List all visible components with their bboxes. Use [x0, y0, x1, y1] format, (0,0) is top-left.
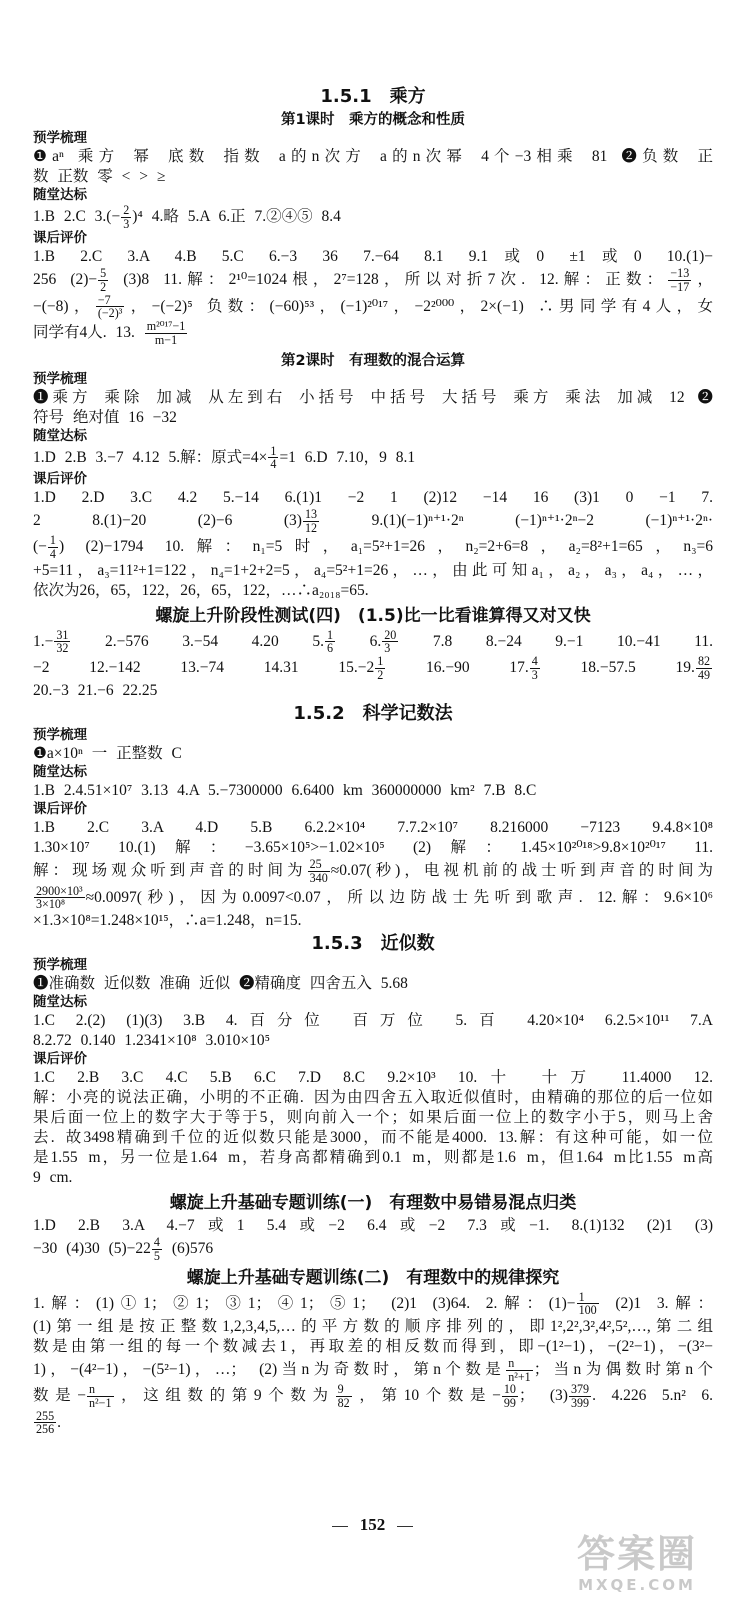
answer-paragraph: [33, 1216, 713, 1262]
answer-line: [33, 1216, 713, 1236]
practice-heading: [33, 1190, 713, 1216]
text-run: 1.B 2.C 3.(−: [33, 207, 121, 225]
fraction: [308, 858, 330, 884]
section-title: [33, 931, 713, 957]
fraction: [375, 655, 385, 681]
answer-paragraph: [33, 1291, 713, 1437]
text-run: ，−(−2)⁵ 负数：(−60)⁵³，(−1)²⁰¹⁷，−2²⁰⁰⁰，2×(−1) ∴男同学有4人，女: [125, 297, 713, 315]
fraction-denominator: 100: [578, 1303, 597, 1318]
text-run: ；当n为偶数时第n个: [533, 1360, 713, 1378]
answer-line: [33, 1337, 713, 1357]
fraction-denominator: 2: [377, 667, 384, 682]
fraction-numerator: 1: [49, 533, 56, 548]
fraction: [48, 534, 58, 560]
answer-line: [33, 629, 713, 655]
text-run: 256 (2)−: [33, 271, 98, 289]
answer-line: [33, 247, 713, 267]
fraction-denominator: m−1: [154, 332, 178, 347]
text-run: ，第10个数是−: [352, 1387, 501, 1404]
text-run: ； (3): [518, 1387, 568, 1404]
text-run: 1)，−(4²−1)，−(5²−1)，…； (2)当n为奇数时，第n个数是: [33, 1360, 506, 1378]
section-title: [33, 701, 713, 727]
fraction-denominator: 12: [304, 520, 318, 535]
section-label: [33, 130, 713, 147]
fraction-denominator: 6: [327, 641, 334, 656]
text-run: 9.(1)(−1)ⁿ⁺¹·2ⁿ (−1)ⁿ⁺¹·2ⁿ−2 (−1)ⁿ⁺¹·2ⁿ·: [320, 511, 713, 529]
heading-line: [33, 471, 713, 488]
text-run: (6)576: [162, 1239, 214, 1257]
text-run: ❶a×10ⁿ 一 正整数 C: [33, 745, 182, 763]
fraction: [382, 629, 398, 655]
fraction-denominator: 3×10⁸: [36, 897, 66, 912]
answer-line: [33, 167, 713, 187]
answer-key-page: [33, 84, 713, 1436]
answer-line: [33, 581, 713, 601]
fraction-numerator: 31: [56, 627, 69, 642]
text-run: .: [57, 1413, 61, 1431]
answer-paragraph: [33, 818, 713, 931]
fraction-numerator: 20: [384, 627, 397, 642]
fraction-denominator: 2: [100, 280, 107, 295]
text-run: 数是−: [33, 1387, 86, 1404]
text-run: ，这组数的第9个数为: [114, 1387, 335, 1404]
heading-line: [33, 110, 713, 130]
fraction-denominator: 3: [123, 216, 130, 231]
answer-line: [33, 294, 713, 320]
text-run: 预学梳理: [33, 370, 87, 387]
answer-line: [33, 561, 713, 581]
text-run: 去. 故3498精确到千位的近似数只能是3000，而不能是4000. 13.解：有这种可能，如一位: [33, 1129, 713, 1147]
text-run: 课后评价: [33, 801, 87, 818]
heading-line: [33, 84, 713, 110]
answer-paragraph: [33, 488, 713, 601]
answer-line: [33, 388, 713, 408]
fraction: [98, 267, 108, 293]
fraction-denominator: −17: [670, 280, 690, 295]
fraction-numerator: 1: [327, 627, 334, 642]
answer-line: [33, 911, 713, 931]
text-run: 1.解：(1)①1；②1；③1；④1；⑤1； (2)1 (3)64. 2.解：(1)−: [33, 1294, 576, 1312]
answer-paragraph: [33, 781, 713, 801]
text-run: ≈0.0097(秒)，因为0.0097<0.07，所以边防战士先听到歌声. 12.解：9.6×10⁶: [85, 888, 713, 906]
text-run: 数 正数 零 < > ≥: [33, 168, 166, 185]
answer-line: [33, 320, 713, 346]
text-run: 同学有4人. 13.: [33, 323, 144, 341]
text-run: ×1.3×10⁸=1.248×10¹⁵，∴a=1.248，n=15.: [33, 912, 302, 930]
section-label: [33, 764, 713, 781]
fraction-numerator: 5: [100, 266, 107, 281]
fraction: [145, 320, 188, 346]
text-run: 1.B 2.C 3.A 4.B 5.C 6.−3 36 7.−64 8.1 9.1或0 ±1或0 10.(1)−: [33, 248, 713, 266]
answer-line: [33, 744, 713, 764]
fraction-denominator: 256: [36, 1422, 55, 1437]
text-run: 果后面一位上的数字大于等于5，则向前入一个；如果后面一位上的数字小于5，则马上舍: [33, 1109, 713, 1127]
text-run: 20.−3 21.−6 22.25: [33, 682, 158, 700]
text-run: 2.−576 3.−54 4.20 5.: [71, 632, 324, 650]
answer-line: [33, 1031, 713, 1051]
page-number: 152: [359, 1515, 386, 1534]
heading-line: [33, 428, 713, 445]
lesson-subtitle: [33, 110, 713, 130]
text-run: 是1.55 m，另一位是1.64 m，若身高都精确到0.1 m，则都是1.6 m，但1.64 m比1.55 m高: [33, 1149, 713, 1167]
fraction: [121, 204, 131, 230]
fraction-numerator: −7: [96, 294, 125, 308]
answer-line: [33, 1108, 713, 1128]
text-run: 螺旋上升阶段性测试(四) (1.5)比一比看谁算得又对又快: [155, 605, 591, 626]
text-run: 1.B 2.C 3.A 4.D 5.B 6.2.2×10⁴ 7.7.2×10⁷ 8.216000 −7123 9.4.8×10⁸: [33, 819, 713, 837]
text-run: 9 cm.: [33, 1169, 73, 1187]
fraction: [502, 1383, 518, 1409]
fraction-numerator: 9: [336, 1383, 352, 1397]
heading-line: [33, 957, 713, 974]
fraction-denominator: 82: [337, 1395, 350, 1410]
text-run: 课后评价: [33, 470, 87, 487]
text-run: ❶准确数 近似数 准确 近似 ❷精确度 四舍五入 5.68: [33, 975, 408, 993]
fraction-numerator: 2: [123, 203, 130, 217]
section-label: [33, 957, 713, 974]
text-run: (3)8 11.解：2¹⁰=1024根，2⁷=128，所以对折7次. 12.解：正数：: [109, 271, 668, 289]
text-run: 解：小亮的说法正确，小明的不正确. 因为由四舍五入取近似值时，由精确的那位的后一位如: [33, 1089, 713, 1107]
text-run: 随堂达标: [33, 187, 87, 203]
text-run: 8.2.72 0.140 1.2341×10⁸ 3.010×10⁵: [33, 1032, 271, 1050]
answer-line: [33, 1011, 713, 1031]
answer-paragraph: [33, 1068, 713, 1188]
fraction-denominator: n²+1: [508, 1369, 531, 1384]
text-run: 1.5.2 科学记数法: [293, 703, 453, 725]
answer-line: [33, 838, 713, 858]
section-label: [33, 994, 713, 1011]
answer-line: [33, 885, 713, 911]
fraction: [530, 655, 540, 681]
answer-line: [33, 204, 713, 230]
text-run: −(−8)，: [33, 297, 95, 315]
fraction: [577, 1291, 599, 1317]
answer-line: [33, 508, 713, 534]
answer-line: [33, 488, 713, 508]
fraction: [325, 629, 335, 655]
text-run: 1.D 2.D 3.C 4.2 5.−14 6.(1)1 −2 1 (2)12 −14 16 (3)1 0 −1 7.: [33, 488, 713, 506]
fraction-numerator: 10: [503, 1382, 516, 1397]
page-number-rule-left: [332, 1526, 348, 1527]
text-run: . 4.226 5.n² 6.: [592, 1387, 713, 1404]
answer-paragraph: [33, 744, 713, 764]
text-run: 预学梳理: [33, 957, 87, 974]
answer-line: [33, 1383, 713, 1409]
section-title: [33, 84, 713, 110]
answer-paragraph: [33, 147, 713, 187]
fraction-denominator: 399: [570, 1395, 590, 1410]
text-run: 1.B 2.4.51×10⁷ 3.13 4.A 5.−7300000 6.6400 km 360000000 km² 7.B 8.C: [33, 782, 537, 800]
fraction-numerator: 1: [577, 1291, 599, 1305]
fraction: [34, 1410, 56, 1436]
fraction-numerator: 82: [697, 654, 711, 668]
fraction-numerator: 2900×10³: [36, 883, 83, 898]
fraction-denominator: 3: [531, 667, 538, 682]
text-run: 1.5.1 乘方: [320, 86, 426, 107]
answer-line: [33, 818, 713, 838]
section-label: [33, 471, 713, 488]
answer-paragraph: [33, 388, 713, 428]
fraction: [87, 1383, 114, 1409]
text-run: 随堂达标: [33, 994, 87, 1011]
answer-line: [33, 1357, 713, 1383]
text-run: 18.−57.5 19.: [540, 658, 695, 676]
practice-heading: [33, 603, 713, 629]
heading-line: [33, 371, 713, 388]
text-run: 依次为26，65，122，26，65，122，…∴a₂₀₁₈=65.: [33, 581, 369, 599]
answer-line: [33, 1291, 713, 1317]
heading-line: [33, 187, 713, 204]
text-run: (1)第一组是按正整数1,2,3,4,5,…的平方数的顺序排列的，即1²,2²,3²,4²,5²,…,第二组: [33, 1317, 713, 1335]
section-label: [33, 187, 713, 204]
text-run: 1.30×10⁷ 10.(1)解：−3.65×10⁵>−1.02×10⁵ (2)解：1.45×10²⁰¹⁸>9.8×10²⁰¹⁷ 11.: [33, 839, 713, 857]
text-run: 课后评价: [33, 1051, 87, 1068]
heading-line: [33, 727, 713, 744]
heading-line: [33, 130, 713, 147]
text-run: 7.8 8.−24 9.−1 10.−41 11.: [399, 632, 713, 650]
fraction-denominator: 32: [56, 641, 69, 656]
heading-line: [33, 931, 713, 957]
answer-paragraph: [33, 1011, 713, 1051]
text-run: 第1课时 乘方的概念和性质: [280, 112, 466, 128]
answer-paragraph: [33, 247, 713, 346]
heading-line: [33, 351, 713, 371]
text-run: (−: [33, 538, 47, 555]
fraction-numerator: n: [87, 1383, 114, 1397]
fraction-numerator: 379: [570, 1382, 590, 1397]
text-run: ) (2)−1794 10.解：n₁=5时，a₁=5²+1=26，n₂=2+6=8，a₂=8²+1=65，n₃=6: [58, 538, 713, 555]
text-run: +5=11，a₃=11²+1=122，n₄=1+2+2=5，a₄=5²+1=26，…，由此可知a₁，a₂，a₃，a₄，…，: [33, 561, 713, 579]
text-run: 1.−: [33, 632, 54, 650]
text-run: 6.: [336, 632, 382, 650]
answer-line: [33, 681, 713, 701]
text-run: 解：现场观众听到声音的时间为: [33, 862, 307, 880]
text-run: 数是由第一组的每一个数减去1，再取差的相反数而得到，即−(1²−1)，−(2²−1)，−(3²−: [33, 1337, 713, 1355]
watermark-logo: [537, 1532, 737, 1594]
text-run: 预学梳理: [33, 727, 87, 744]
fraction-denominator: n²−1: [89, 1395, 112, 1410]
practice-heading: [33, 1265, 713, 1291]
answer-line: [33, 267, 713, 293]
heading-line: [33, 994, 713, 1011]
answer-line: [33, 147, 713, 167]
text-run: 1.C 2.B 3.C 4.C 5.B 6.C 7.D 8.C 9.2×10³ 10.十 十万 11.4000 12.: [33, 1069, 713, 1087]
section-label: [33, 428, 713, 445]
text-run: 2 8.(1)−20 (2)−6 (3): [33, 511, 302, 529]
section-label: [33, 727, 713, 744]
fraction-numerator: 4: [531, 654, 538, 668]
text-run: ，: [692, 271, 713, 289]
fraction-numerator: m²⁰¹⁷−1: [146, 319, 186, 334]
answer-line: [33, 858, 713, 884]
answer-paragraph: [33, 629, 713, 702]
text-run: 1.5.3 近似数: [311, 933, 435, 955]
fraction-numerator: 4: [153, 1235, 160, 1250]
text-run: −2 12.−142 13.−74 14.31 15.−2: [33, 658, 375, 676]
answer-line: [33, 655, 713, 681]
text-run: 第2课时 有理数的混合运算: [280, 352, 466, 369]
answer-line: [33, 408, 713, 428]
fraction-numerator: 255: [36, 1408, 55, 1423]
fraction-numerator: 1: [377, 654, 384, 668]
text-run: 螺旋上升基础专题训练(二) 有理数中的规律探究: [186, 1267, 560, 1288]
fraction-denominator: 49: [697, 667, 711, 682]
section-label: [33, 371, 713, 388]
fraction: [152, 1236, 162, 1262]
fraction: [303, 508, 319, 534]
heading-line: [33, 701, 713, 727]
fraction: [96, 294, 125, 320]
heading-line: [33, 1265, 713, 1291]
heading-line: [33, 230, 713, 247]
section-label: [33, 801, 713, 818]
fraction-denominator: 99: [503, 1395, 516, 1410]
text-run: ≈0.07(秒)，电视机前的战士听到声音的时间为: [330, 862, 713, 880]
fraction: [34, 885, 85, 911]
fraction: [54, 629, 70, 655]
page-number-rule-right: [397, 1526, 413, 1527]
fraction: [506, 1357, 533, 1383]
text-run: )⁴ 4.略 5.A 6.正 7.②④⑤ 8.4: [132, 207, 341, 225]
section-label: [33, 1051, 713, 1068]
heading-line: [33, 603, 713, 629]
section-label: [33, 230, 713, 247]
text-run: ❶乘方 乘除 加减 从左到右 小括号 中括号 大括号 乘方 乘法 加减 12 ❷: [33, 388, 713, 406]
answer-paragraph: [33, 445, 713, 471]
answer-line: [33, 534, 713, 560]
fraction-denominator: (−2)³: [97, 306, 123, 321]
answer-line: [33, 1317, 713, 1337]
text-run: 符号 绝对值 16 −32: [33, 408, 177, 426]
fraction: [268, 445, 278, 471]
heading-line: [33, 801, 713, 818]
fraction-numerator: 25: [308, 858, 330, 872]
fraction: [569, 1383, 591, 1409]
watermark-site-text: MXQE.COM: [578, 1576, 696, 1594]
text-run: −30 (4)30 (5)−22: [33, 1239, 151, 1257]
answer-line: [33, 1236, 713, 1262]
answer-line: [33, 1128, 713, 1148]
fraction-denominator: 5: [153, 1248, 160, 1263]
text-run: 预学梳理: [33, 130, 87, 146]
text-run: 螺旋上升基础专题训练(一) 有理数中易错易混点归类: [169, 1193, 577, 1214]
fraction-numerator: 13: [304, 506, 318, 521]
text-run: 随堂达标: [33, 764, 87, 781]
answer-line: [33, 1168, 713, 1188]
answer-line: [33, 1410, 713, 1436]
text-run: 随堂达标: [33, 427, 87, 444]
answer-line: [33, 1068, 713, 1088]
text-run: 1.C 2.(2) (1)(3) 3.B 4.百分位 百万位 5.百 4.20×10⁴ 6.2.5×10¹¹ 7.A: [33, 1012, 713, 1030]
text-run: 课后评价: [33, 230, 87, 247]
fraction-numerator: 1: [270, 443, 277, 458]
heading-line: [33, 1190, 713, 1216]
text-run: 16.−90 17.: [386, 658, 529, 676]
heading-line: [33, 1051, 713, 1068]
text-run: =1 6.D 7.10，9 8.1: [279, 448, 416, 466]
heading-line: [33, 764, 713, 781]
answer-line: [33, 781, 713, 801]
fraction-denominator: 340: [309, 871, 328, 886]
fraction-denominator: 3: [384, 641, 391, 656]
fraction-denominator: 4: [270, 457, 277, 472]
text-run: 1.D 2.B 3.A 4.−7或1 5.4或−2 6.4或−2 7.3或−1. 8.(1)132 (2)1 (3): [33, 1217, 713, 1235]
fraction: [668, 267, 691, 293]
fraction: [696, 655, 712, 681]
lesson-subtitle: [33, 351, 713, 371]
fraction-denominator: 4: [49, 546, 56, 561]
fraction-numerator: −13: [670, 266, 690, 281]
fraction: [336, 1383, 352, 1409]
answer-line: [33, 445, 713, 471]
text-run: (2)1 3.解：: [599, 1294, 713, 1312]
text-run: ❶aⁿ 乘方 幂 底数 指数 a的n次方 a的n次幂 4个−3相乘 81 ❷负数 正: [33, 148, 713, 165]
answer-paragraph: [33, 974, 713, 994]
answer-paragraph: [33, 204, 713, 230]
answer-line: [33, 1088, 713, 1108]
fraction-numerator: n: [506, 1357, 533, 1371]
answer-line: [33, 974, 713, 994]
text-run: 1.D 2.B 3.−7 4.12 5.解：原式=4×: [33, 448, 268, 466]
watermark-logo-text: 答案圈: [576, 1532, 697, 1576]
answer-line: [33, 1148, 713, 1168]
